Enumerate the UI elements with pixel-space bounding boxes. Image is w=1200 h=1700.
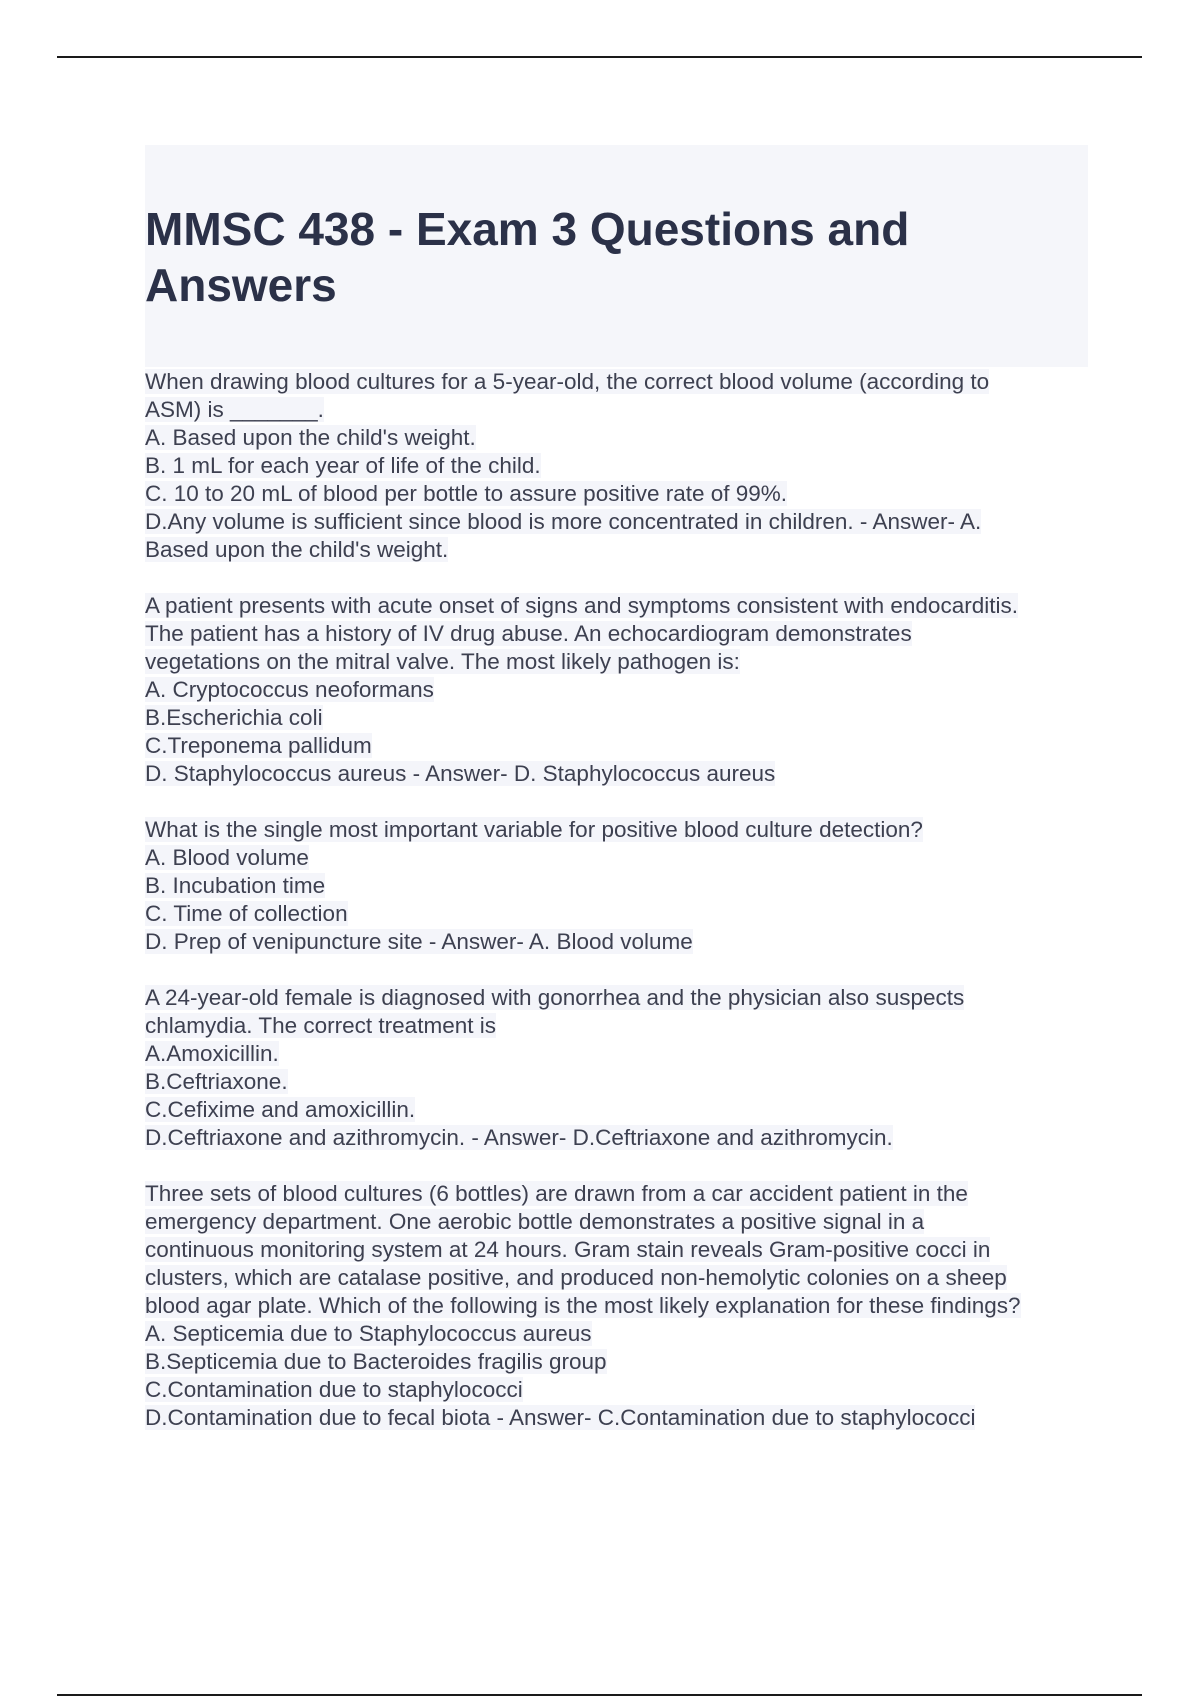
title-line-1: MMSC 438 - Exam 3 Questions and [145, 203, 910, 255]
question-line [145, 648, 1095, 676]
question-line [145, 1404, 1095, 1432]
question-text: When drawing blood cultures for a 5-year-old, the correct blood volume (according to [145, 369, 990, 394]
question-text: The patient has a history of IV drug abuse. An echocardiogram demonstrates [145, 621, 912, 646]
question-line [145, 536, 1095, 564]
question-text: blood agar plate. Which of the following is the most likely explanation for these findings? [145, 1293, 1021, 1318]
question-line [145, 984, 1095, 1012]
question-text: What is the single most important variable for positive blood culture detection? [145, 817, 923, 842]
question-line [145, 676, 1095, 704]
bottom-rule [57, 1694, 1142, 1696]
question-line [145, 872, 1095, 900]
question-text: D.Any volume is sufficient since blood is more concentrated in children. - Answer- A. [145, 509, 982, 534]
question-line [145, 1208, 1095, 1236]
question-line [145, 620, 1095, 648]
question-text: emergency department. One aerobic bottle demonstrates a positive signal in a [145, 1209, 925, 1234]
question-line [145, 1348, 1095, 1376]
question-line [145, 1236, 1095, 1264]
question-line [145, 1292, 1095, 1320]
question-text: ASM) is _______. [145, 397, 324, 422]
question-text: A 24-year-old female is diagnosed with gonorrhea and the physician also suspects [145, 985, 965, 1010]
question-text: C. Time of collection [145, 901, 348, 926]
question-line [145, 396, 1095, 424]
question-text: C.Treponema pallidum [145, 733, 372, 758]
question-line [145, 1124, 1095, 1152]
question-line [145, 1180, 1095, 1208]
question-text: A.Amoxicillin. [145, 1041, 279, 1066]
question-text: D. Staphylococcus aureus - Answer- D. Staphylococcus aureus [145, 761, 776, 786]
questions-list [145, 368, 1095, 1460]
question-line [145, 1068, 1095, 1096]
question-line [145, 900, 1095, 928]
question-text: C. 10 to 20 mL of blood per bottle to assure positive rate of 99%. [145, 481, 788, 506]
question-text: B.Escherichia coli [145, 705, 323, 730]
question-text: Three sets of blood cultures (6 bottles) are drawn from a car accident patient in the [145, 1181, 968, 1206]
title-line-2: Answers [145, 259, 337, 311]
question-line [145, 844, 1095, 872]
question-text: A patient presents with acute onset of signs and symptoms consistent with endocarditis. [145, 593, 1018, 618]
question-line [145, 1320, 1095, 1348]
question-text: vegetations on the mitral valve. The most likely pathogen is: [145, 649, 740, 674]
question-text: B.Ceftriaxone. [145, 1069, 288, 1094]
question-text: B.Septicemia due to Bacteroides fragilis group [145, 1349, 607, 1374]
question-text: C.Contamination due to staphylococci [145, 1377, 523, 1402]
question-block [145, 984, 1095, 1152]
question-text: A. Blood volume [145, 845, 309, 870]
question-line [145, 816, 1095, 844]
question-line [145, 704, 1095, 732]
question-line [145, 592, 1095, 620]
question-text: D. Prep of venipuncture site - Answer- A. Blood volume [145, 929, 693, 954]
question-line [145, 480, 1095, 508]
top-rule [57, 56, 1142, 58]
question-text: D.Contamination due to fecal biota - Answer- C.Contamination due to staphylococci [145, 1405, 976, 1430]
question-line [145, 732, 1095, 760]
page-title [145, 201, 1088, 313]
question-text: A. Septicemia due to Staphylococcus aureus [145, 1321, 592, 1346]
question-text: chlamydia. The correct treatment is [145, 1013, 496, 1038]
question-text: C.Cefixime and amoxicillin. [145, 1097, 416, 1122]
question-block [145, 592, 1095, 788]
question-text: A. Based upon the child's weight. [145, 425, 476, 450]
question-line [145, 452, 1095, 480]
question-text: Based upon the child's weight. [145, 537, 449, 562]
question-line [145, 1376, 1095, 1404]
question-text: continuous monitoring system at 24 hours. Gram stain reveals Gram-positive cocci in [145, 1237, 991, 1262]
question-block [145, 1180, 1095, 1432]
question-line [145, 424, 1095, 452]
question-text: D.Ceftriaxone and azithromycin. - Answer- D.Ceftriaxone and azithromycin. [145, 1125, 893, 1150]
question-line [145, 928, 1095, 956]
question-text: B. Incubation time [145, 873, 326, 898]
question-line [145, 1040, 1095, 1068]
question-line [145, 1264, 1095, 1292]
question-line [145, 1012, 1095, 1040]
question-line [145, 368, 1095, 396]
title-block [145, 145, 1088, 367]
question-block [145, 368, 1095, 564]
question-text: B. 1 mL for each year of life of the child. [145, 453, 541, 478]
question-block [145, 816, 1095, 956]
question-line [145, 508, 1095, 536]
question-text: A. Cryptococcus neoformans [145, 677, 434, 702]
question-line [145, 760, 1095, 788]
question-line [145, 1096, 1095, 1124]
question-text: clusters, which are catalase positive, and produced non-hemolytic colonies on a sheep [145, 1265, 1007, 1290]
